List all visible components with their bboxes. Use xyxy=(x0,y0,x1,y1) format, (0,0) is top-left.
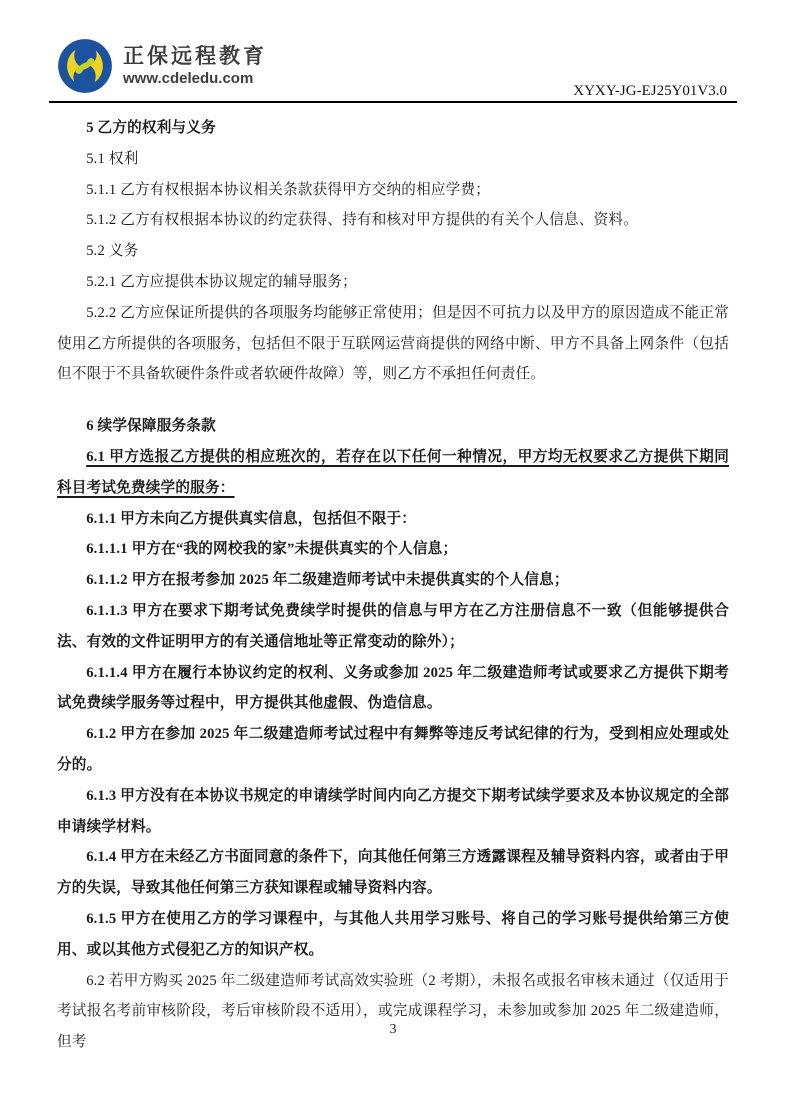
page-header xyxy=(57,38,729,98)
paragraph-6.1.2: 6.1.2 甲方在参加 2025 年二级建造师考试过程中有舞弊等违反考试纪律的行为，受到相应处理或处分的。 xyxy=(57,726,729,773)
header-divider xyxy=(49,101,737,103)
page-number: 3 xyxy=(389,1022,397,1037)
paragraph-6.1.3: 6.1.3 甲方没有在本协议书规定的申请续学时间内向乙方提交下期考试续学要求及本协议规定的全部申请续学材料。 xyxy=(57,787,729,835)
brand-text xyxy=(123,44,267,88)
brand-name: 正保远程教育 xyxy=(123,45,267,68)
paragraph-6.1.1.1: 6.1.1.1 甲方在“我的网校我的家”未提供真实的个人信息； xyxy=(86,541,458,558)
paragraph-5: 5 乙方的权利与义务 xyxy=(86,120,216,136)
paragraph-5.1.1: 5.1.1 乙方有权根据本协议相关条款获得甲方交纳的相应学费； xyxy=(86,181,491,198)
paragraph-5.2: 5.2 义务 xyxy=(86,243,139,260)
paragraph-6.1.1: 6.1.1 甲方未向乙方提供真实信息，包括但不限于： xyxy=(86,510,417,527)
paragraph-5.2.1: 5.2.1 乙方应提供本协议规定的辅导服务； xyxy=(86,273,357,290)
paragraph-6.1.1.2: 6.1.1.2 甲方在报考参加 2025 年二级建造师考试中未提供真实的个人信息； xyxy=(86,572,569,589)
document-code: XYXY-JG-EJ25Y01V3.0 xyxy=(573,83,727,99)
paragraph-5.1: 5.1 权利 xyxy=(86,150,139,167)
paragraph-6.1: 6.1 甲方选报乙方提供的相应班次的，若存在以下任何一种情况，甲方均无权要求乙方提供下期同科目考试免费续学的服务： xyxy=(57,448,729,496)
paragraph-5.2.2: 5.2.2 乙方应保证所提供的各项服务均能够正常使用；但是因不可抗力以及甲方的原因造成不能正常使用乙方所提供的各项服务，包括但不限于互联网运营商提供的网络中断、甲方不具备上网条件（包括但不限于不具备软硬件条件或者软硬件故障）等，则乙方不承担任何责任。 xyxy=(57,304,729,383)
brand-logo-swirl-icon xyxy=(57,38,113,94)
paragraph-6.1.1.4: 6.1.1.4 甲方在履行本协议约定的权利、义务或参加 2025 年二级建造师考试或要求乙方提供下期考试免费续学服务等过程中，甲方提供其他虚假、伪造信息。 xyxy=(57,664,729,712)
paragraph-6.1.4: 6.1.4 甲方在未经乙方书面同意的条件下，向其他任何第三方透露课程及辅导资料内容，或者由于甲方的失误，导致其他任何第三方获知课程或辅导资料内容。 xyxy=(57,849,729,897)
paragraph-6.2: 6.2 若甲方购买 2025 年二级建造师考试高效实验班（2 考期），未报名或报名审核未通过（仅适用于考试报名考前审核阶段，考后审核阶段不适用），或完成课程学习，未参加或参加 2025 年二级建造师，但考 xyxy=(57,972,729,1051)
paragraph-6.1.1.3: 6.1.1.3 甲方在要求下期考试免费续学时提供的信息与甲方在乙方注册信息不一致（但能够提供合法、有效的文件证明甲方的有关通信地址等正常变动的除外）； xyxy=(57,602,729,650)
paragraph-6: 6 续学保障服务条款 xyxy=(86,418,216,435)
paragraph-6.1.5: 6.1.5 甲方在使用乙方的学习课程中，与其他人共用学习账号、将自己的学习账号提供给第三方使用、或以其他方式侵犯乙方的知识产权。 xyxy=(57,910,729,958)
paragraph-5.1.2: 5.1.2 乙方有权根据本协议的约定获得、持有和核对甲方提供的有关个人信息、资料。 xyxy=(86,212,639,229)
brand-url: www.cdeledu.com xyxy=(123,70,254,87)
document-body xyxy=(57,113,729,1058)
